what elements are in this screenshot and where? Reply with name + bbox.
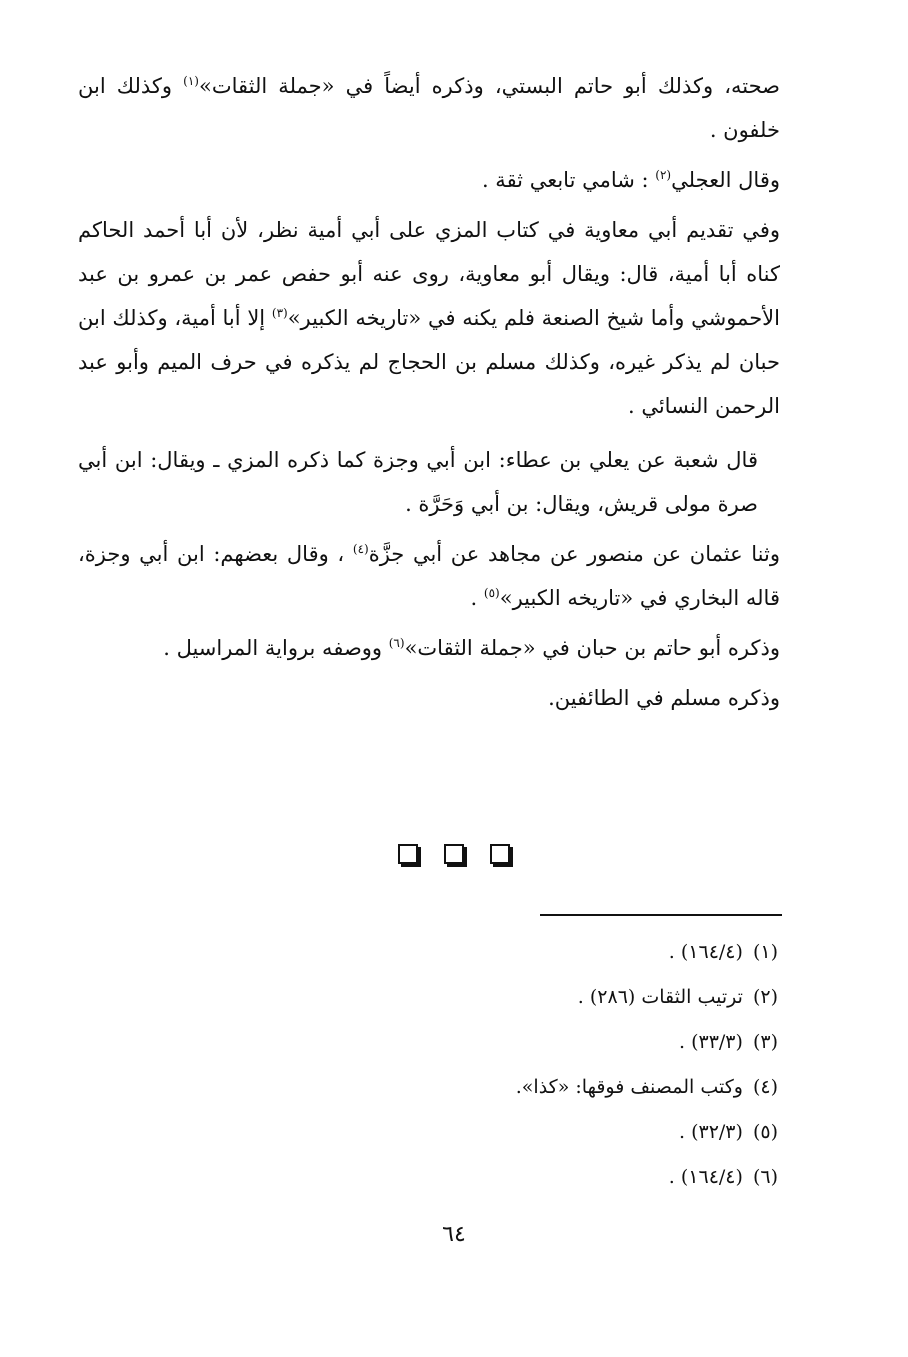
paragraph-text: إلا أبا أمية، وكذلك ابن حبان لم يذكر غيره، وكذلك مسلم بن الحجاج لم يذكره في حرف الميم وأبو عبد الرحمن النسائي . [78,306,780,418]
footnote-ref: (٤) [352,542,369,556]
paragraph-5 [78,532,780,620]
paragraph-6 [78,626,780,670]
paragraph-text: ، وقال بعضهم: ابن أبي وجزة، قاله البخاري في «تاريخه الكبير» [78,542,780,610]
separator-box-icon [490,844,510,864]
paragraph-3 [78,208,780,428]
footnote-item [380,1110,778,1155]
main-text [78,64,780,726]
footnote-number: (١) [752,941,778,963]
section-separator [0,844,908,864]
page-number: ٦٤ [442,1222,466,1247]
footnote-text: (١٦٤/٤) . [668,1166,743,1188]
footnotes [380,930,778,1200]
footnote-number: (٢) [752,986,778,1008]
footnote-text: وكتب المصنف فوقها: «كذا». [515,1076,743,1098]
paragraph-text: وفي تقديم أبي معاوية في كتاب المزي على أبي أمية نظر، لأن أبا أحمد الحاكم كناه أبا أمية، قال: ويقال أبو معاوية، روى عنه أبو حفص عمر بن عمرو بن عبد الأحموشي وأما شيخ الصنعة فلم يكنه في «تاريخه الكبير» [78,218,780,330]
separator-box-icon [398,844,418,864]
footnote-text: (١٦٤/٤) . [668,941,743,963]
footnote-item [380,1155,778,1200]
paragraph-4: قال شعبة عن يعلي بن عطاء: ابن أبي وجزة كما ذكره المزي ـ ويقال: ابن أبي صرة مولى قريش، ويقال: بن أبي وَحَرَّة . [78,448,758,516]
paragraph-text: صحته، وكذلك أبو حاتم البستي، وذكره أيضاً في «جملة الثقات» [198,74,780,98]
paragraph-text: وثنا عثمان عن منصور عن مجاهد عن أبي جزَّة [368,542,781,566]
footnote-text: (٣٣/٣) . [678,1031,743,1053]
footnote-item [380,975,778,1020]
separator-box-icon [444,844,464,864]
paragraph-7: وذكره مسلم في الطائفين. [548,686,780,710]
footnote-ref: (٦) [388,636,405,650]
paragraph-1 [78,64,780,152]
footnote-item [380,1065,778,1110]
footnote-item [380,1020,778,1065]
paragraph-text: وقال العجلي [671,168,780,192]
footnote-text: (٣٢/٣) . [678,1121,743,1143]
footnote-ref: (٥) [483,586,500,600]
paragraph-2 [78,158,780,202]
paragraph-text: ووصفه برواية المراسيل . [163,636,389,660]
footnote-number: (٣) [752,1031,778,1053]
paragraph-text: : شامي تابعي ثقة . [481,168,656,192]
footnote-number: (٦) [752,1166,778,1188]
footnote-divider [540,914,782,916]
footnote-text: ترتيب الثقات (٢٨٦) . [577,986,743,1008]
footnote-ref: (٢) [655,168,672,182]
paragraph-text: وكذلك ابن خلفون . [78,74,780,142]
footnote-ref: (١) [183,74,199,88]
paragraph-text: وذكره أبو حاتم بن حبان في «جملة الثقات» [404,636,780,660]
footnote-number: (٥) [752,1121,778,1143]
footnote-item [380,930,778,975]
footnote-ref: (٣) [271,306,288,320]
paragraph-text: . [470,586,484,610]
footnote-number: (٤) [752,1076,778,1098]
